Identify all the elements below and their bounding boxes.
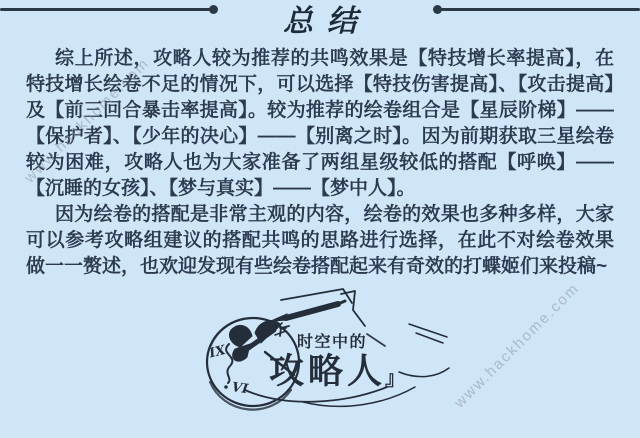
- header-rule-right: [441, 8, 640, 11]
- summary-paragraph-1: 综上所述，攻略人较为推荐的共鸣效果是【特技增长率提高】，在特技增长绘卷不足的情况下，可以选择【特技伤害提高】、【攻击提高】及【前三回合暴击率提高】。较为推荐的绘卷组合是【星辰阶梯】——【保护者】、【少年的决心】——【别离之时】。因为前期获取三星绘卷较为困难，攻略人也为大家准备了两组星级较低的搭配【呼唤】——【沉睡的女孩】、【梦与真实】——【梦中人】。: [26, 48, 614, 199]
- summary-paragraph-2: 因为绘卷的搭配是非常主观的内容，绘卷的效果也多种多样，大家可以参考攻略组建议的搭配共鸣的思路进行选择，在此不对绘卷效果做一一赘述，也欢迎发现有些绘卷搭配起来有奇效的打蝶姬们来投稿~: [26, 204, 614, 277]
- page-title: 总结: [283, 4, 371, 39]
- clock-numeral-six: VI: [230, 380, 249, 398]
- logo-title: 攻略人: [269, 352, 387, 391]
- pen-icon: [264, 301, 345, 324]
- strategy-team-logo: [185, 286, 455, 426]
- logo-bracket: 』: [385, 368, 405, 390]
- clock-numeral-nine: IX: [207, 342, 228, 362]
- article-body: [0, 46, 640, 280]
- logo-subtitle: 时空中的: [297, 334, 368, 351]
- watermark-text: www.hackhome.com: [451, 279, 583, 412]
- watermark-text: www.hackhome.com: [21, 54, 153, 187]
